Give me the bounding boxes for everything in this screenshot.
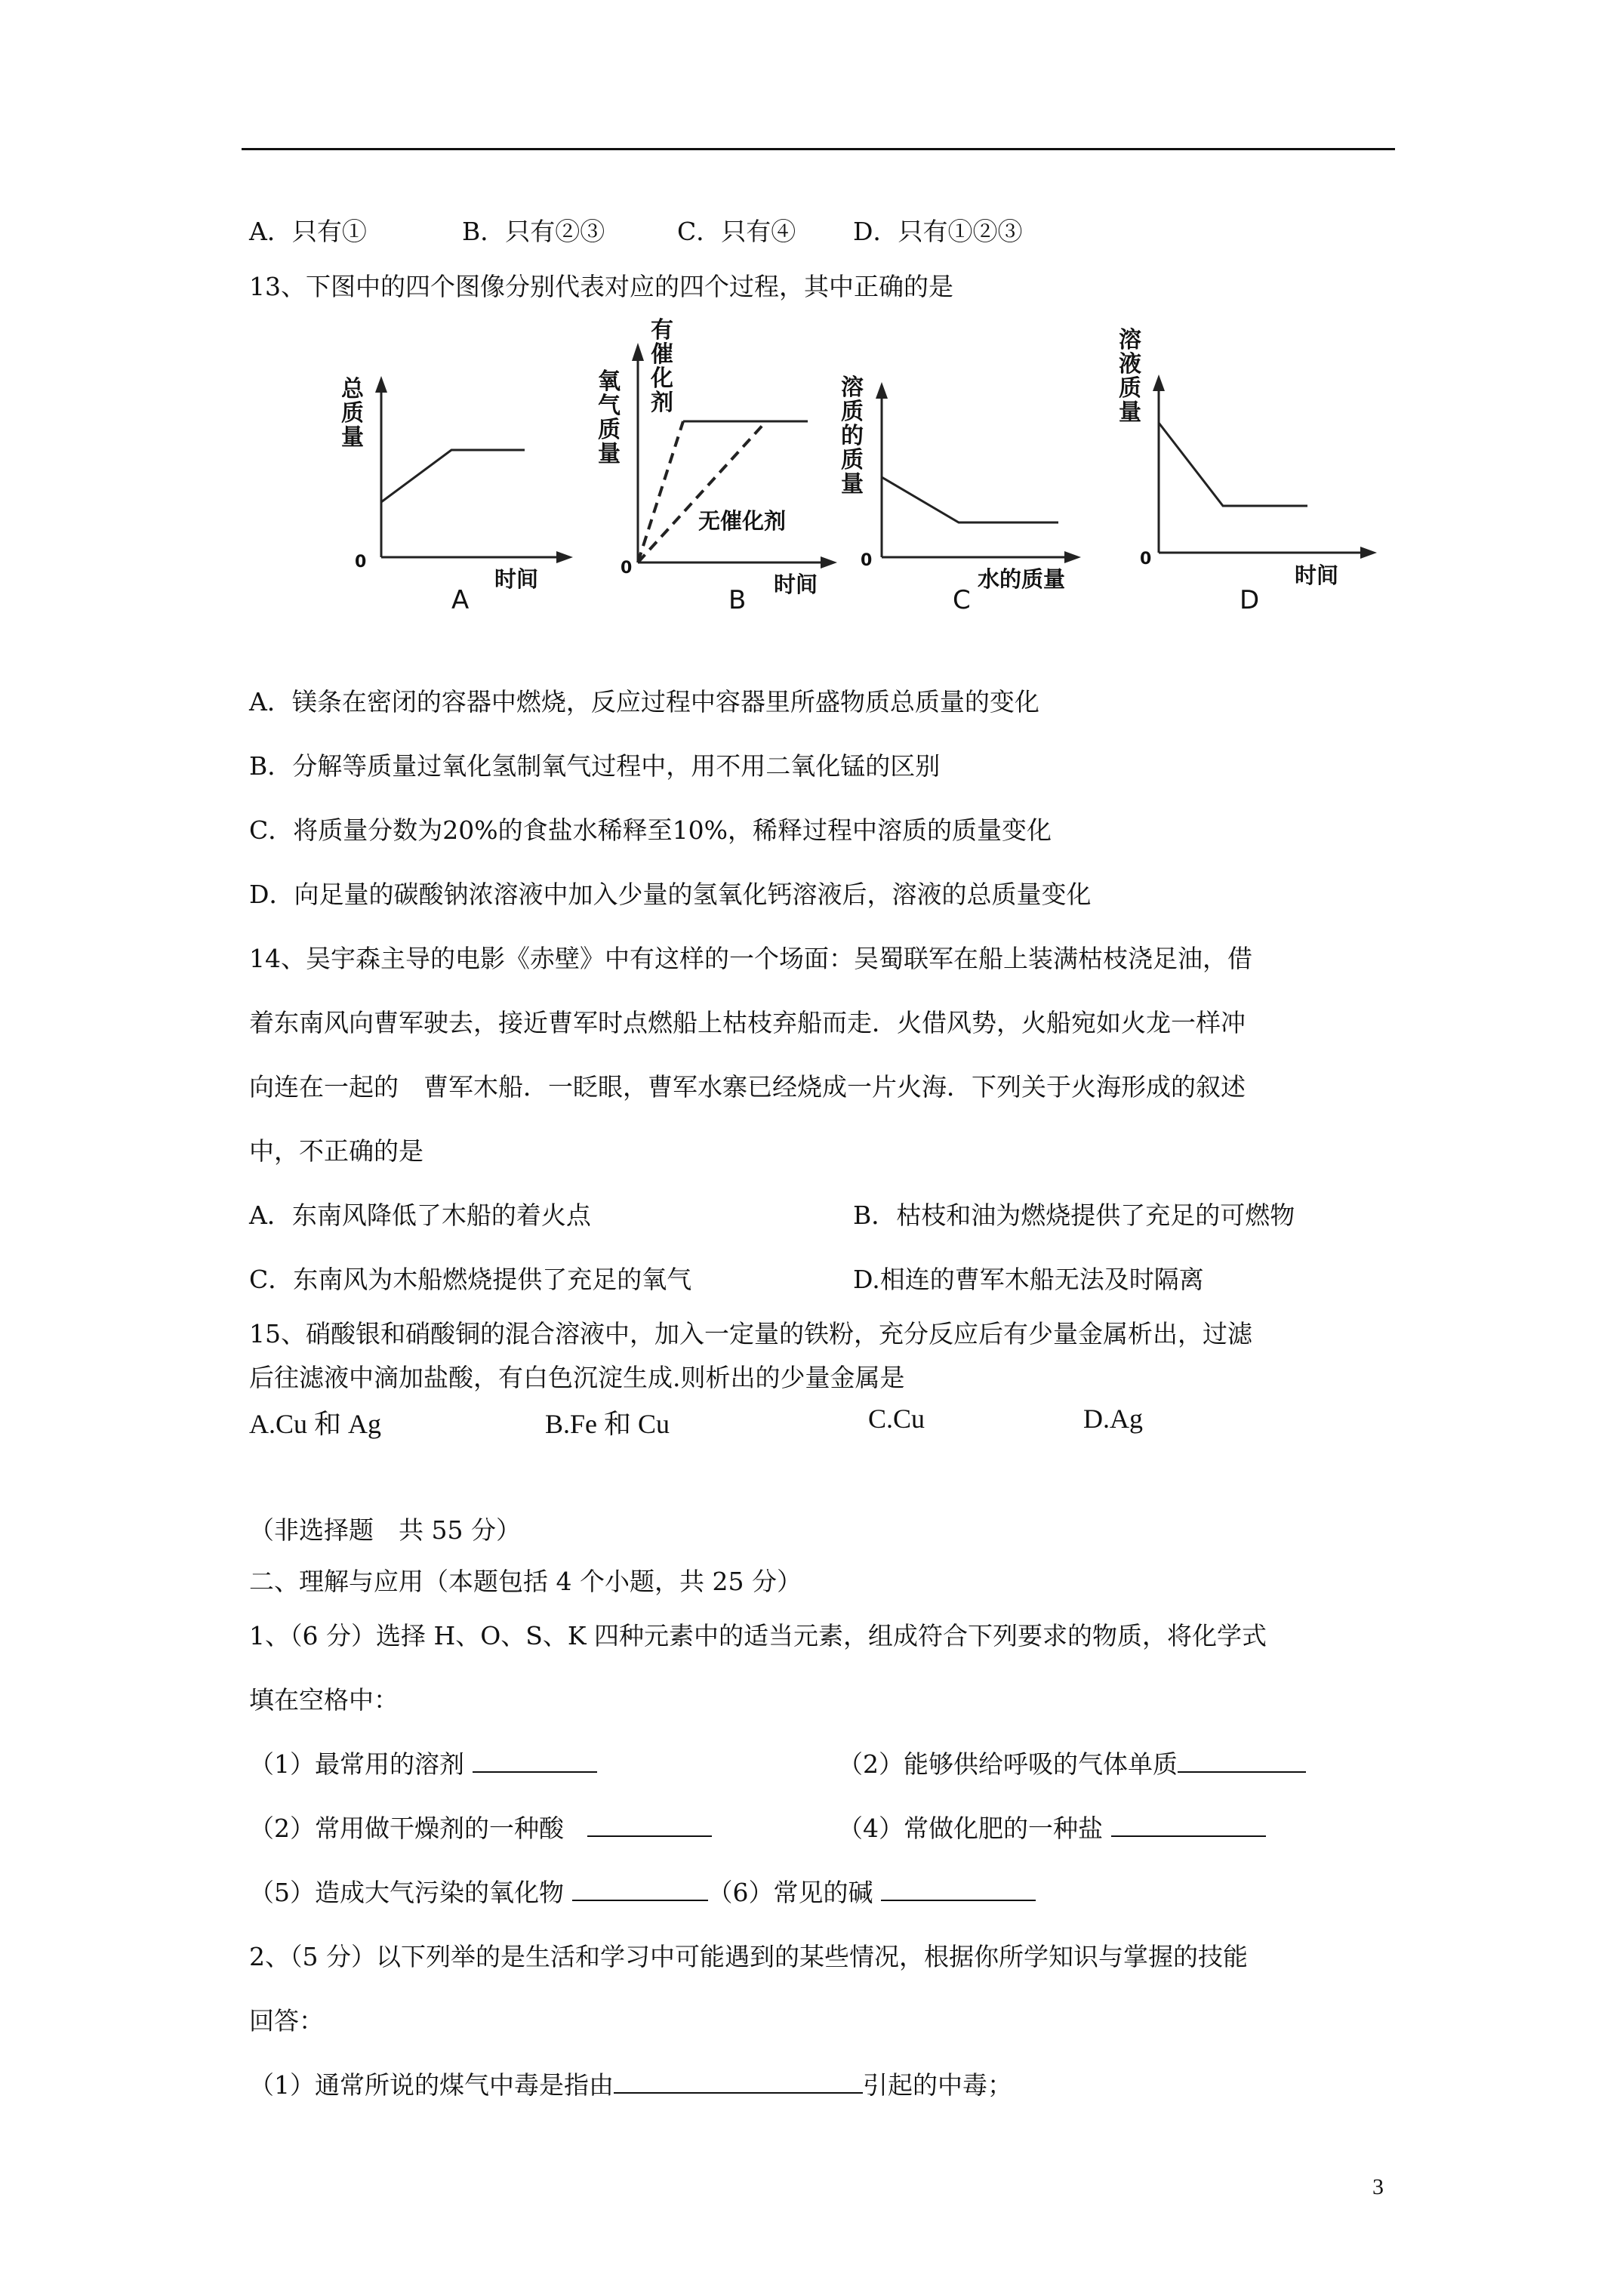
section-heading: 二、理解与应用（本题包括 4 个小题，共 25 分） — [249, 1567, 802, 1596]
q13-option-c: C．将质量分数为20%的食盐水稀释至10%，稀释过程中溶质的质量变化 — [249, 815, 1052, 845]
p1-item-3-blank[interactable] — [587, 1813, 712, 1837]
p1-item-5 — [249, 1876, 1036, 1909]
p1-line-1: 1、（6 分）选择 H、O、S、K 四种元素中的适当元素，组成符合下列要求的物质，将化学式 — [249, 1621, 1267, 1650]
figure-d-y-arrow — [1153, 374, 1165, 391]
figure-d-ylabel: 溶液质量 — [1119, 327, 1141, 426]
page-number: 3 — [1372, 2174, 1384, 2199]
header-rule — [242, 148, 1395, 150]
p2-item-1-after: 引起的中毒； — [863, 2070, 1012, 2100]
figure-b-origin: 0 — [621, 559, 633, 578]
figure-b-plot — [596, 332, 853, 574]
figure-a-curve — [381, 450, 525, 502]
p1-item-5-blank[interactable] — [572, 1877, 708, 1901]
p1-item-4-blank[interactable] — [1111, 1813, 1266, 1837]
q12-option-a: A．只有① — [249, 217, 367, 246]
figure-c-curve — [882, 477, 1058, 522]
p1-item-2 — [838, 1748, 1306, 1781]
q14-option-a: A．东南风降低了木船的着火点 — [249, 1200, 591, 1230]
p2-line-2: 回答： — [249, 2006, 324, 2036]
figure-a-ylabel: 总质量 — [341, 376, 364, 451]
figure-a — [340, 332, 581, 615]
q15-option-b: B.Fe 和 Cu — [545, 1409, 670, 1439]
figure-b-curve-with-catalyst — [638, 421, 683, 562]
q14-option-c: C．东南风为木船燃烧提供了充足的氧气 — [249, 1265, 692, 1294]
p1-item-4 — [838, 1812, 1266, 1845]
figure-d-plot — [1110, 332, 1366, 574]
figure-c-ylabel: 溶质的质量 — [841, 374, 864, 498]
q15-option-c: C.Cu — [868, 1404, 925, 1434]
q14-option-b: B．枯枝和油为燃烧提供了充足的可燃物 — [853, 1200, 1295, 1230]
q12-option-b: B．只有②③ — [462, 217, 605, 246]
q15-line-2: 后往滤液中滴加盐酸，有白色沉淀生成.则析出的少量金属是 — [249, 1363, 905, 1392]
p2-item-1 — [249, 2069, 1012, 2102]
q13-stem: 13、下图中的四个图像分别代表对应的四个过程，其中正确的是 — [249, 272, 953, 301]
figure-a-x-arrow — [556, 551, 573, 563]
figure-c — [830, 332, 1087, 615]
figure-a-origin: 0 — [355, 553, 367, 572]
figure-a-plot — [340, 332, 581, 574]
figure-b-label-with-catalyst: 有催化剂 — [651, 317, 673, 416]
figure-b — [596, 317, 853, 615]
p1-item-2-blank[interactable] — [1178, 1749, 1306, 1773]
figure-a-letter: A — [451, 585, 470, 615]
p1-item-5-label: （5）造成大气污染的氧化物 — [249, 1878, 564, 1907]
figure-a-xlabel: 时间 — [494, 566, 539, 592]
p2-item-1-before: （1）通常所说的煤气中毒是指由 — [249, 2070, 614, 2100]
figure-b-xlabel: 时间 — [774, 572, 818, 597]
q12-option-c: C．只有④ — [677, 217, 796, 246]
q15-option-d: D.Ag — [1083, 1404, 1143, 1434]
q13-option-b: B．分解等质量过氧化氢制氧气过程中，用不用二氧化锰的区别 — [249, 751, 941, 781]
p1-item-4-label: （4）常做化肥的一种盐 — [838, 1814, 1103, 1843]
q13-option-a: A．镁条在密闭的容器中燃烧，反应过程中容器里所盛物质总质量的变化 — [249, 687, 1039, 717]
figure-d-x-arrow — [1360, 547, 1377, 559]
figure-c-origin: 0 — [861, 551, 873, 570]
figure-b-y-arrow — [632, 343, 644, 361]
p1-item-3-label: （2）常用做干燥剂的一种酸 — [249, 1814, 564, 1843]
figure-b-curve-without-catalyst — [638, 421, 766, 562]
p1-item-6-label: （6）常见的碱 — [707, 1878, 873, 1907]
figure-c-y-arrow — [876, 382, 888, 399]
figure-d-xlabel: 时间 — [1295, 562, 1339, 588]
figure-a-y-arrow — [375, 376, 387, 393]
q14-line-3: 向连在一起的 曹军木船．一眨眼，曹军水寨已经烧成一片火海．下列关于火海形成的叙述 — [249, 1072, 1246, 1102]
p2-item-1-blank[interactable] — [614, 2069, 863, 2094]
figure-d — [1110, 327, 1366, 615]
figure-b-letter: B — [728, 585, 747, 615]
figure-b-label-without-catalyst: 无催化剂 — [698, 508, 787, 534]
q13-option-d: D．向足量的碳酸钠浓溶液中加入少量的氢氧化钙溶液后，溶液的总质量变化 — [249, 880, 1092, 909]
q14-line-4: 中，不正确的是 — [249, 1136, 423, 1166]
figure-c-plot — [830, 332, 1087, 574]
p2-line-1: 2、（5 分）以下列举的是生活和学习中可能遇到的某些情况，根据你所学知识与掌握的技能 — [249, 1942, 1248, 1971]
p1-item-6-blank[interactable] — [881, 1877, 1036, 1901]
p1-line-2: 填在空格中： — [249, 1685, 399, 1715]
p1-item-1-label: （1）最常用的溶剂 — [249, 1749, 464, 1779]
p1-item-1 — [249, 1748, 597, 1781]
figure-c-x-arrow — [1064, 551, 1081, 563]
nonchoice-header: （非选择题 共 55 分） — [249, 1515, 521, 1545]
figure-c-xlabel: 水的质量 — [978, 566, 1066, 592]
q15-line-1: 15、硝酸银和硝酸铜的混合溶液中，加入一定量的铁粉，充分反应后有少量金属析出，过滤 — [249, 1319, 1252, 1348]
figure-b-ylabel: 氧气质量 — [598, 368, 621, 467]
q12-option-d: D．只有①②③ — [853, 217, 1023, 246]
p1-item-2-label: （2）能够供给呼吸的气体单质 — [838, 1749, 1178, 1779]
q15-option-a: A.Cu 和 Ag — [249, 1409, 382, 1439]
p1-item-1-blank[interactable] — [473, 1749, 597, 1773]
q14-line-1: 14、吴宇森主导的电影《赤壁》中有这样的一个场面：吴蜀联军在船上装满枯枝浇足油，借 — [249, 944, 1252, 973]
p1-item-3 — [249, 1812, 712, 1845]
q14-line-2: 着东南风向曹军驶去，接近曹军时点燃船上枯枝弃船而走．火借风势，火船宛如火龙一样冲 — [249, 1008, 1246, 1037]
q14-option-d: D.相连的曹军木船无法及时隔离 — [853, 1265, 1204, 1294]
figure-d-origin: 0 — [1140, 550, 1152, 569]
figure-d-curve — [1159, 423, 1307, 506]
figure-d-letter: D — [1240, 585, 1260, 615]
figure-c-letter: C — [953, 585, 971, 615]
